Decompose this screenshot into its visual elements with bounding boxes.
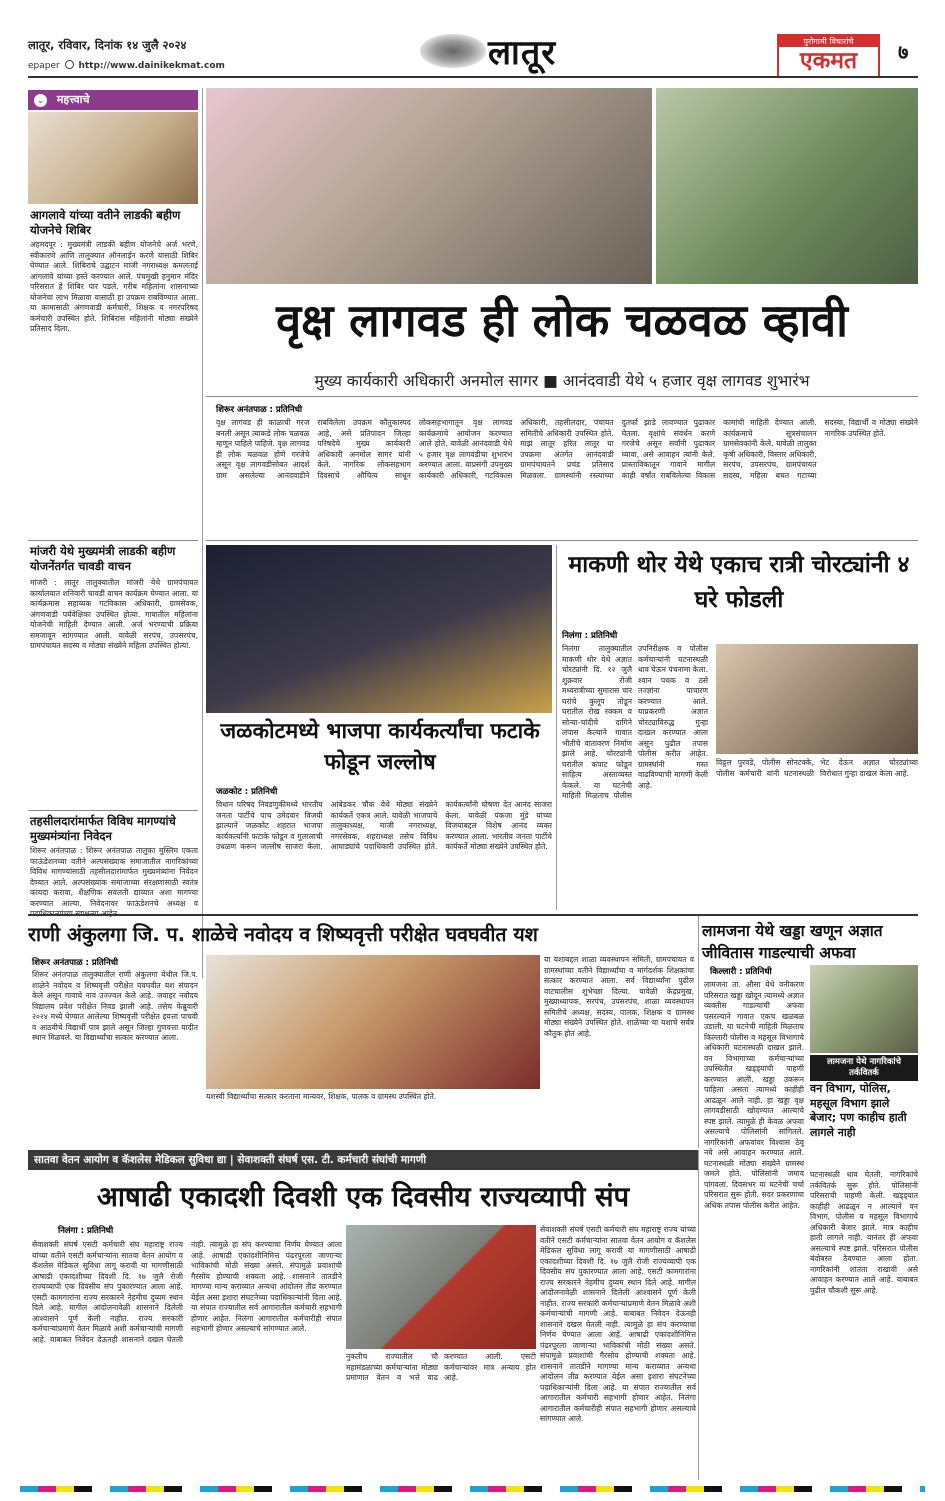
section-rule <box>28 914 918 916</box>
theft-caption: विठ्ठल पुरवडे, पोलीस सोनटक्के, पोलीस कर्मचारी यांनी घटनास्थळी भेट देऊन अज्ञात चोरट्यांच्या विरोधात गुन्हा दाखल केला आहे. <box>716 758 918 778</box>
sidebar-story3-headline: तहसीलदारांमार्फत विविध मागण्यांचे मुख्यमंत्र्यांना निवेदन <box>30 814 176 843</box>
lamjana-body: लामजना ता. औसा येथे वनीकरण परिसरात खड्डा खोदून त्यामध्ये अज्ञात व्यक्तीस गाडल्याची अफवा पसरल्याने गावात एकच खळबळ उडाली. या घटनेची माहिती मिळताच किल्लारी पोलीस व महसूल विभागाचे अधिकारी घटनास्थळी दाखल झाले. वन विभागाच्या कर्मचाऱ्यांच्या उपस्थितीत खड्ड्याची पाहणी करण्यात आली. खड्डा उकरून पाहिला असता त्यामध्ये काहीही आढळून आले नाही. हा खड्डा वृक्ष लागवडीसाठी खोदण्यात आल्याचे स्पष्ट झाले. त्यामुळे ही केवळ अफवा असल्याचे पोलिसांनी सांगितले. नागरिकांनी अफवांवर विश्वास ठेवू नये असे आवाहन करण्यात आले. घटनास्थळी मोठ्या संख्येने ग्रामस्थ जमले होते. पोलिसांनी जमाव पांगवला. दिवसभर या घटनेची चर्चा परिसरात सुरू होती. सदर प्रकरणाचा अधिक तपास पोलीस करीत आहेत. <box>704 980 804 1210</box>
brand-name: एकमत <box>799 47 858 74</box>
strike-headline: आषाढी एकादशी दिवशी एक दिवसीय राज्यव्यापी संप <box>96 1181 630 1213</box>
school-body-left: शिरूर अनंतपाळ तालुक्यातील राणी अंकुलगा येथील जि.प. शाळेने नवोदय व शिष्यवृत्ती परीक्षेत घवघवीत यश संपादन केले असून गावाचे नाव उज्ज्वल केले आहे. जवाहर नवोदय विद्यालय प्रवेश परीक्षेत निवड झाली आहे. तसेच फेब्रुवारी २०२४ मध्ये घेण्यात आलेल्या शिष्यवृत्ती परीक्षेत इयत्ता पाचवी व आठवीचे विद्यार्थी पात्र झाले असून जिल्हा गुणवत्ता यादीत स्थान मिळवले. या विद्यार्थ्यांचा सत्कार करण्यात आला. <box>32 970 198 1042</box>
strike-rule <box>698 1150 699 1480</box>
theft-byline: निलंगा : प्रतिनिधी <box>562 631 618 641</box>
strike-kicker: सातवा वेतन आयोग व कॅशलेस मेडिकल सुविधा द्या | सेवाशक्ती संघर्ष एस. टी. कर्मचारी संघांची मागणी <box>28 1150 698 1170</box>
sidebar-story1-headline: आगलावे यांच्या वतीने लाडकी बहीण योजनेचे शिबिर <box>30 208 181 237</box>
school-felicitation-photo <box>206 955 540 1089</box>
lead-sub-rule <box>206 396 918 397</box>
school-body-right: या यशाबद्दल शाळा व्यवस्थापन समिती, ग्रामपंचायत व ग्रामस्थांच्या वतीने विद्यार्थ्यांचा व मार्गदर्शक शिक्षकांचा सत्कार करण्यात आला. सर्व विद्यार्थ्यांना पुढील वाटचालीस शुभेच्छा दिल्या. यावेळी केंद्रप्रमुख, मुख्याध्यापक, सरपंच, उपसरपंच, शाळा व्यवस्थापन समितीचे अध्यक्ष, सदस्य, पालक, शिक्षक व ग्रामस्थ मोठ्या संख्येने उपस्थित होते. शाळेच्या या यशाचे सर्वत्र कौतुक होत आहे. <box>544 955 694 1038</box>
school-caption: यशस्वी विद्यार्थ्यांचा सत्कार करताना मान्यवर, शिक्षक, पालक व ग्रामस्थ उपस्थित होते. <box>206 1092 437 1101</box>
strike-body-right: सेवाशक्ती संघर्ष एसटी कर्मचारी संघ महाराष्ट्र राज्य यांच्या वतीने एसटी कर्मचाऱ्यांना सातवा वेतन आयोग व कॅशलेस मेडिकल सुविधा लागू करावी या मागणीसाठी आषाढी एकादशीच्या दिवशी दि. १७ जुलै रोजी राज्यव्यापी एक दिवसीय संप पुकारण्यात आला आहे. एसटी कामगारांना राज्य सरकारने नेहमीच दुय्यम स्थान दिले आहे. मागील आंदोलनावेळी शासनाने दिलेली आश्वासने पूर्ण केली नाहीत. राज्य सरकारी कर्मचाऱ्यांप्रमाणे वेतन मिळावे अशी कर्मचाऱ्यांची मागणी आहे. याबाबत निवेदन देऊनही शासनाने दखल घेतली नाही. त्यामुळे हा संप करण्याचा निर्णय घेण्यात आला आहे. आषाढी एकादशीनिमित्त पंढरपूरला जाणाऱ्या भाविकांची मोठी संख्या असते. संपामुळे प्रवाशांची गैरसोय होण्याची शक्यता आहे. शासनाने तातडीने मागण्या मान्य कराव्यात अन्यथा आंदोलन तीव्र करण्यात येईल असा इशारा संघटनेच्या पदाधिकाऱ्यांनी दिला आहे. या संपात राज्यातील सर्व आगारातील कर्मचारी सहभागी होणार आहेत. निलंगा आगारातील कर्मचारीही संपात सहभागी होणार असल्याचे सांगण्यात आले. <box>540 1225 696 1423</box>
sidebar-story2-headline: मांजरी येथे मुख्यमंत्री लाडकी बहीण योजनेंतर्गत चावडी वाचन <box>30 544 176 573</box>
school-rule <box>698 916 699 1148</box>
jalkot-rule <box>556 545 557 910</box>
sidebar-story2-body: मांजरी : लातूर तालुक्यातील मांजरी येथे ग्रामपंचायत कार्यालयात शनिवारी चावडी वाचन कार्यक्रम घेण्यात आला. या कार्यक्रमास सहाय्यक गटविकास अधिकारी, ग्रामसेवक, अंगणवाडी पर्यवेक्षिका उपस्थित होत्या. गावातील महिलांना योजनेची माहिती देण्यात आली. अर्ज भरण्याची प्रक्रिया समजावून सांगण्यात आली. यावेळी सरपंच, उपसरपंच, ग्रामपंचायत सदस्य व मोठ्या संख्येने महिला उपस्थित होत्या. <box>30 578 198 650</box>
sidebar-rule <box>202 88 203 978</box>
jalkot-byline: जळकोट : प्रतिनिधी <box>216 787 278 797</box>
lamjana-byline: किल्लारी : प्रतिनिधी <box>710 967 772 977</box>
strike-body: सेवाशक्ती संघर्ष एसटी कर्मचारी संघ महाराष्ट्र राज्य यांच्या वतीने एसटी कर्मचाऱ्यांना सातवा वेतन आयोग व कॅशलेस मेडिकल सुविधा लागू करावी या मागणीसाठी आषाढी एकादशीच्या दिवशी दि. १७ जुलै रोजी राज्यव्यापी एक दिवसीय संप पुकारण्यात आला आहे. एसटी कामगारांना राज्य सरकारने नेहमीच दुय्यम स्थान दिले आहे. मागील आंदोलनावेळी शासनाने दिलेली आश्वासने पूर्ण केली नाहीत. राज्य सरकारी कर्मचाऱ्यांप्रमाणे वेतन मिळावे अशी कर्मचाऱ्यांची मागणी आहे. याबाबत निवेदन देऊनही शासनाने दखल घेतली नाही. त्यामुळे हा संप करण्याचा निर्णय घेण्यात आला आहे. आषाढी एकादशीनिमित्त पंढरपूरला जाणाऱ्या भाविकांची मोठी संख्या असते. संपामुळे प्रवाशांची गैरसोय होण्याची शक्यता आहे. शासनाने तातडीने मागण्या मान्य कराव्यात अन्यथा आंदोलन तीव्र करण्यात येईल असा इशारा संघटनेच्या पदाधिकाऱ्यांनी दिला आहे. या संपात राज्यातील सर्व आगारातील कर्मचारी सहभागी होणार आहेत. निलंगा आगारातील कर्मचारीही संपात सहभागी होणार असल्याचे सांगण्यात आले. <box>32 1240 342 1344</box>
city-title: लातूर <box>488 33 557 73</box>
theft-body: निलंगा तालुक्यातील माकणी थोर येथे अज्ञात चोरट्यांनी दि. १२ जुलै शुक्रवार रोजी मध्यरात्रीच्या सुमारास चार घरांचे कुलूप तोडून घरातील रोख रक्कम व सोन्या-चांदीचे दागिने लंपास केल्याने गावात भीतीचे वातावरण निर्माण झाले आहे. चोरट्यांनी घरातील कपाट फोडून साहित्य अस्ताव्यस्त फेकले. या घटनेची माहिती मिळताच पोलीस उपनिरीक्षक व पोलीस कर्मचाऱ्यांनी घटनास्थळी धाव घेऊन पंचनामा केला. श्वान पथक व ठसे तज्ज्ञांना पाचारण करण्यात आले. याप्रकरणी अज्ञात चोरट्याविरुद्ध गुन्हा दाखल करण्यात आला असून पुढील तपास पोलीस करीत आहेत. ग्रामस्थांनी गस्त वाढविण्याची मागणी केली आहे. <box>562 644 708 800</box>
lead-subhead: मुख्य कार्यकारी अधिकारी अनमोल सागर ■ आनंदवाडी येथे ५ हजार वृक्ष लागवड शुभारंभ <box>314 372 810 390</box>
lead-byline: शिरूर अनंतपाळ : प्रतिनिधी <box>216 405 303 415</box>
lead-photo-ceremony <box>206 88 652 284</box>
sidebar-story1-body: अहमदपूर : मुख्यमंत्री लाडकी बहीण योजनेचे अर्ज भरणे, स्वीकारणे आणि तालुक्यात ऑनलाईन करणे यासाठी शिबिर घेण्यात आले. शिबिराचे उद्घाटन माजी नगराध्यक्ष कमलताई आगलावे यांच्या हस्ते करण्यात आले. पंचमुखी हनुमान मंदिर परिसरात हे शिबिर पार पडले. गरीब महिलांना शासनाच्या योजनेचा लाभ मिळावा यासाठी हा उपक्रम राबविण्यात आला. या कामासाठी अंगणवाडी कर्मचारी, शिक्षक व नगरपरिषद कर्मचारी उपस्थित होते. शिबिरास महिलांनी मोठ्या संख्येने प्रतिसाद दिला. <box>30 240 198 333</box>
chevron-down-icon: ⌄ <box>34 94 47 107</box>
sidebar-divider <box>28 810 198 811</box>
sidebar-header <box>28 90 198 110</box>
theft-headline: माकणी थोर येथे एकाच रात्री चोरट्यांनी ४ घरे फोडली <box>568 552 910 613</box>
strike-bus-photo <box>346 1225 536 1349</box>
sidebar-label: महत्त्वाचे <box>56 93 90 106</box>
school-byline: शिरूर अनंतपाळ : प्रतिनिधी <box>32 958 119 968</box>
jalkot-fireworks-photo <box>206 545 552 713</box>
lead-body: वृक्ष लागवड ही काळाची गरज बनली असून त्याकडे लोक चळवळ म्हणून पाहिले पाहिजे. वृक्ष लागवड ही लोक चळवळ होणे गरजेचे असून वृक्ष लागवडीसोबत आदर्श ग्राम असलेल्या आनंदवाडीने राबविलेला उपक्रम कौतुकास्पद आहे, असे प्रतिपादन जिल्हा परिषदेचे मुख्य कार्यकारी अधिकारी अनमोल सागर यांनी केले. नागरिक लोकसहभाग दिवसाचे औचित्य साधून लोकसहभागातून वृक्ष लागवड कार्यक्रमाचे आयोजन करण्यात आले होते. यावेळी आनंदवाडी येथे ५ हजार वृक्ष लागवडीचा शुभारंभ करण्यात आला. याप्रसंगी उपमुख्य कार्यकारी अधिकारी, गटविकास अधिकारी, तहसीलदार, पंचायत समितीचे अधिकारी उपस्थित होते. माझं लातूर हरित लातूर या उपक्रमा अंतर्गत आनंदवाडी ग्रामपंचायतने प्रचंड प्रतिसाद मिळवला. ग्रामस्थांनी रस्त्याच्या दुतर्फा झाडे लावण्यात पुढाकार घेतला. वृक्षांचे संवर्धन करणे गरजेचे असून सर्वांनी पुढाकार घ्यावा, असे आवाहन त्यांनी केले. प्रास्ताविकातून गावाने मागील काही वर्षांत राबविलेल्या विकास कामांची माहिती देण्यात आली. कार्यक्रमाचे सूत्रसंचालन ग्रामसेवकांनी केले. यावेळी तालुका कृषी अधिकारी, विस्तार अधिकारी, सरपंच, उपसरपंच, ग्रामपंचायत सदस्य, महिला बचत गटाच्या सदस्या, विद्यार्थी व मोठ्या संख्येने नागरिक उपस्थित होते. <box>216 418 918 480</box>
masthead-logo <box>777 34 880 78</box>
sidebar-camp-photo <box>28 112 198 204</box>
page-number: ७ <box>898 40 909 64</box>
lamjana-caption-head: लामजना येथे नागरिकांचे तर्कवितर्क <box>810 1055 918 1081</box>
dateline: लातूर, रविवार, दिनांक १४ जुलै २०२४ <box>28 38 187 52</box>
jalkot-body: विधान परिषद निवडणुकीमध्ये भारतीय जनता पार्टीचे पाच उमेदवार विजयी झाल्याने जळकोट शहरात भाजपा कार्यकर्त्यांनी फटाके फोडून व गुलालाची उधळण करून जल्लोष साजरा केला. आंबेडकर चौक येथे मोठ्या संख्येने कार्यकर्ते एकत्र आले. यावेळी भाजपाचे तालुकाध्यक्ष, माजी नगराध्यक्ष, नगरसेवक, शहराध्यक्ष तसेच विविध आघाड्यांचे पदाधिकारी उपस्थित होते. कार्यकर्त्यांनी घोषणा देत आनंद साजरा केला. यावेळी पंकजा मुंडे यांच्या विजयाबद्दल विशेष आनंद व्यक्त करण्यात आला. भारतीय जनता पार्टीचे कार्यकर्ते मोठ्या संख्येने उपस्थित होते. <box>216 800 552 851</box>
school-headline: राणी अंकुलगा जि. प. शाळेचे नवोदय व शिष्यवृत्ती परीक्षेत घवघवीत यश <box>28 923 538 946</box>
lamjana-callout: वन विभाग, पोलिस, महसूल विभाग झाले बेजार; पण काहीच हाती लागले नाही <box>810 1082 907 1139</box>
globe-icon <box>65 60 74 69</box>
theft-ransacked-photo <box>716 644 918 754</box>
sidebar-story3-body: शिरूर अनंतपाळ : शिरूर अनंतपाळ तालुका मुस्लिम एकता फाऊंडेशनच्या वतीने अल्पसंख्याक समाजातील नागरिकांच्या विविध मागण्यांसाठी तहसीलदारांमार्फत मुख्यमंत्र्यांना निवेदन देण्यात आले. अल्पसंख्याक समाजाच्या संरक्षणासाठी स्वतंत्र कायदा करावा, शैक्षणिक सवलती द्याव्यात अशा मागण्या करण्यात आल्या. निवेदनावर फाऊंडेशनचे अध्यक्ष व <box>30 846 198 908</box>
sidebar-divider <box>28 540 198 541</box>
website-link[interactable]: http://www.dainikekmat.com <box>78 61 225 71</box>
header-rule <box>28 76 918 78</box>
lamjana-site-photo <box>810 965 918 1053</box>
strike-byline: निलंगा : प्रतिनिधी <box>58 1226 114 1236</box>
city-emblem-icon <box>420 34 486 68</box>
lead-photo-planting <box>656 88 918 284</box>
epaper-label: epaper <box>28 61 60 71</box>
lamjana-headline: लामजना येथे खड्डा खणून अज्ञात जीवितास गाडल्याची अफवा <box>702 922 883 962</box>
lead-headline: वृक्ष लागवड ही लोक चळवळ व्हावी <box>276 294 848 347</box>
tagline: पुरोगामी विचारांचे <box>779 36 878 47</box>
print-color-bar <box>20 1486 925 1492</box>
epaper-line <box>28 60 225 71</box>
lamjana-body-continued: घटनास्थळी धाव घेतली. नागरिकांचे तर्कवितर्क सुरू होते. पोलिसांनी परिसराची पाहणी केली. खड्ड्यात काहीही आढळून न आल्याने वन विभाग, पोलीस व महसूल विभागाचे अधिकारी बेजार झाले. मात्र काहीच हाती लागले नाही. यानंतर ही अफवा असल्याचे स्पष्ट झाले. परिसरात पोलीस बंदोबस्त ठेवण्यात आला होता. नागरिकांनी शांतता राखावी असे आवाहन करण्यात आले आहे. याबाबत पुढील चौकशी सुरू आहे. <box>810 1170 918 1295</box>
lead-bottom-rule <box>206 540 918 541</box>
strike-caption: नुकतीच राज्यातील चौ महामंडळाच्या कर्मचाऱ्यांना मोठ्या प्रमाणात वेतन व भत्ते वाढ करण्यात आली. एसटी कर्मचाऱ्यांवर मात्र अन्याय होत आहे. <box>346 1352 536 1382</box>
jalkot-headline: जळकोटमध्ये भाजपा कार्यकर्त्यांचा फटाके फोडून जल्लोष <box>220 719 540 775</box>
